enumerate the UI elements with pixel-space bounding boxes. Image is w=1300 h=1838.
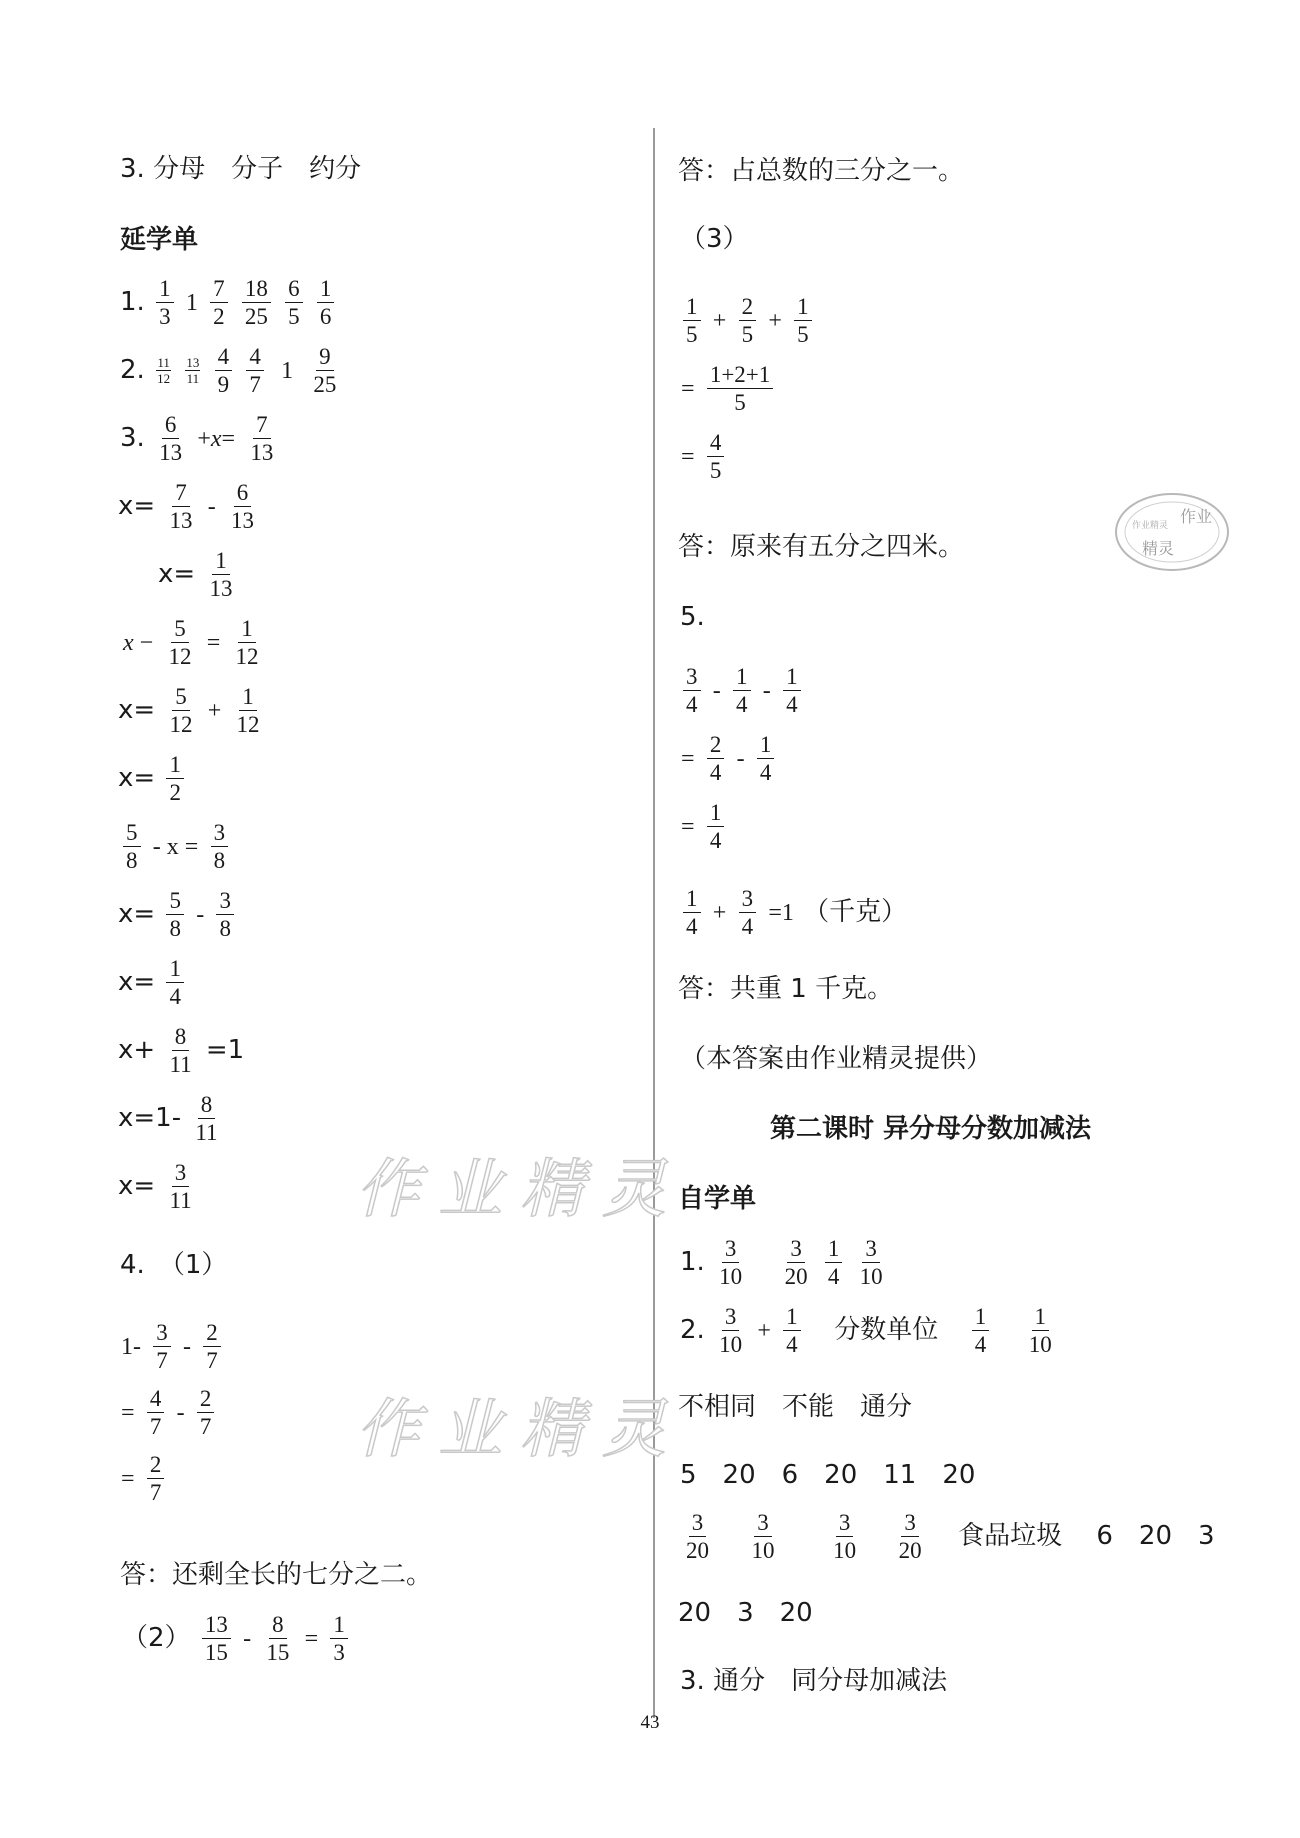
- q3-step1: x= $\frac{7}{13}$ - $\frac{6}{13}$: [118, 480, 254, 533]
- svg-text:精灵: 精灵: [1142, 539, 1175, 558]
- q3-eq1: 3. $\frac{6}{13}$ +x= $\frac{7}{13}$: [120, 412, 274, 465]
- q1-row: 1. $\frac{1}{3}$ 1 $\frac{7}{2}$ $\frac{18}{25}$ $\frac{6}{5}$ $\frac{1}{6}$: [120, 276, 337, 329]
- q4-answer1: 答：还剩全长的七分之二。: [120, 1560, 433, 1590]
- shipin-row: $\frac{3}{20}$ $\frac{3}{10}$ $\frac{3}{10}$ $\frac{3}{20}$ 食品垃圾 6 20 3: [686, 1510, 1215, 1563]
- q3-eq2: x − $\frac{5}{12}$ = $\frac{1}{12}$: [123, 616, 259, 669]
- q3-result2: x= $\frac{1}{2}$: [118, 752, 187, 805]
- q3-step3: x= $\frac{5}{8}$ - $\frac{3}{8}$: [118, 888, 237, 941]
- sub3-line1: $\frac{1}{5}$ + $\frac{2}{5}$ + $\frac{1}{5}$: [680, 294, 815, 347]
- z1-row: 1. $\frac{3}{10}$ $\frac{3}{20}$ $\frac{1}{4}$ $\frac{3}{10}$: [680, 1236, 883, 1289]
- watermark-2: 作业精灵: [356, 1393, 684, 1467]
- provided-note: （本答案由作业精灵提供）: [680, 1044, 993, 1074]
- q3-result3: x= $\frac{1}{4}$: [118, 956, 187, 1009]
- q5-line1: $\frac{3}{4}$ - $\frac{1}{4}$ - $\frac{1}{4}$: [680, 664, 804, 717]
- lesson-title: 第二课时 异分母分数加减法: [770, 1114, 1092, 1144]
- q5-line4: $\frac{1}{4}$ + $\frac{3}{4}$ =1 （千克）: [680, 886, 907, 939]
- q4-calc-line3: = $\frac{2}{7}$: [120, 1452, 167, 1505]
- q3-step4: x=1- $\frac{8}{11}$: [118, 1092, 218, 1145]
- z3-row: 3. 通分 同分母加减法: [680, 1666, 948, 1696]
- answer-top: 答：占总数的三分之一。: [678, 156, 965, 186]
- q5-line2: = $\frac{2}{4}$ - $\frac{1}{4}$: [680, 732, 777, 785]
- watermark-1: 作业精灵: [356, 1153, 684, 1227]
- sub3-label: （3）: [680, 224, 749, 254]
- q3-result4: x= $\frac{3}{11}$: [118, 1160, 192, 1213]
- answer-3: 答：原来有五分之四米。: [678, 532, 965, 562]
- sub3-line2: = $\frac{1+2+1}{5}$: [680, 362, 776, 415]
- line-b: 5 20 6 20 11 20: [680, 1460, 976, 1490]
- q4-calc-line2: = $\frac{4}{7}$ - $\frac{2}{7}$: [120, 1386, 217, 1439]
- line-a: 不相同 不能 通分: [678, 1392, 913, 1422]
- answer-5: 答：共重 1 千克。: [678, 974, 894, 1004]
- q4-calc-line1: 1- $\frac{3}{7}$ - $\frac{2}{7}$: [120, 1320, 224, 1373]
- svg-text:作业: 作业: [1180, 507, 1213, 526]
- q4-sub2: （2） $\frac{13}{15}$ - $\frac{8}{15}$ = $\frac{1}{3}$: [122, 1612, 351, 1665]
- svg-text:作业精灵: 作业精灵: [1132, 521, 1169, 531]
- z2-row: 2. $\frac{3}{10}$ + $\frac{1}{4}$ 分数单位 $\frac{1}{4}$ $\frac{1}{10}$: [680, 1304, 1052, 1357]
- left-prev-item3: 3. 分母 分子 约分: [120, 154, 362, 184]
- sub3-line3: = $\frac{4}{5}$: [680, 430, 727, 483]
- q5-label: 5.: [680, 602, 705, 632]
- q3-eq3: $\frac{5}{8}$ - x = $\frac{3}{8}$: [120, 820, 231, 873]
- page-number: 43: [640, 1712, 660, 1733]
- q3-step2: x= $\frac{5}{12}$ + $\frac{1}{12}$: [118, 684, 260, 737]
- q3-result1: x= $\frac{1}{13}$: [158, 548, 233, 601]
- column-divider: [653, 128, 655, 1718]
- line-c: 20 3 20: [678, 1598, 813, 1628]
- seal-stamp: [1112, 488, 1232, 576]
- yanxue-heading: 延学单: [120, 225, 199, 255]
- zixue-heading: 自学单: [678, 1184, 757, 1214]
- q3-eq4: x+ $\frac{8}{11}$ =1: [118, 1024, 245, 1077]
- q2-row: 2. $\frac{11}{12}$ $\frac{13}{11}$ $\frac{4}{9}$ $\frac{4}{7}$ 1 $\frac{9}{25}$: [120, 344, 337, 397]
- q5-line3: = $\frac{1}{4}$: [680, 800, 727, 853]
- q4-heading: 4. （1）: [120, 1250, 228, 1280]
